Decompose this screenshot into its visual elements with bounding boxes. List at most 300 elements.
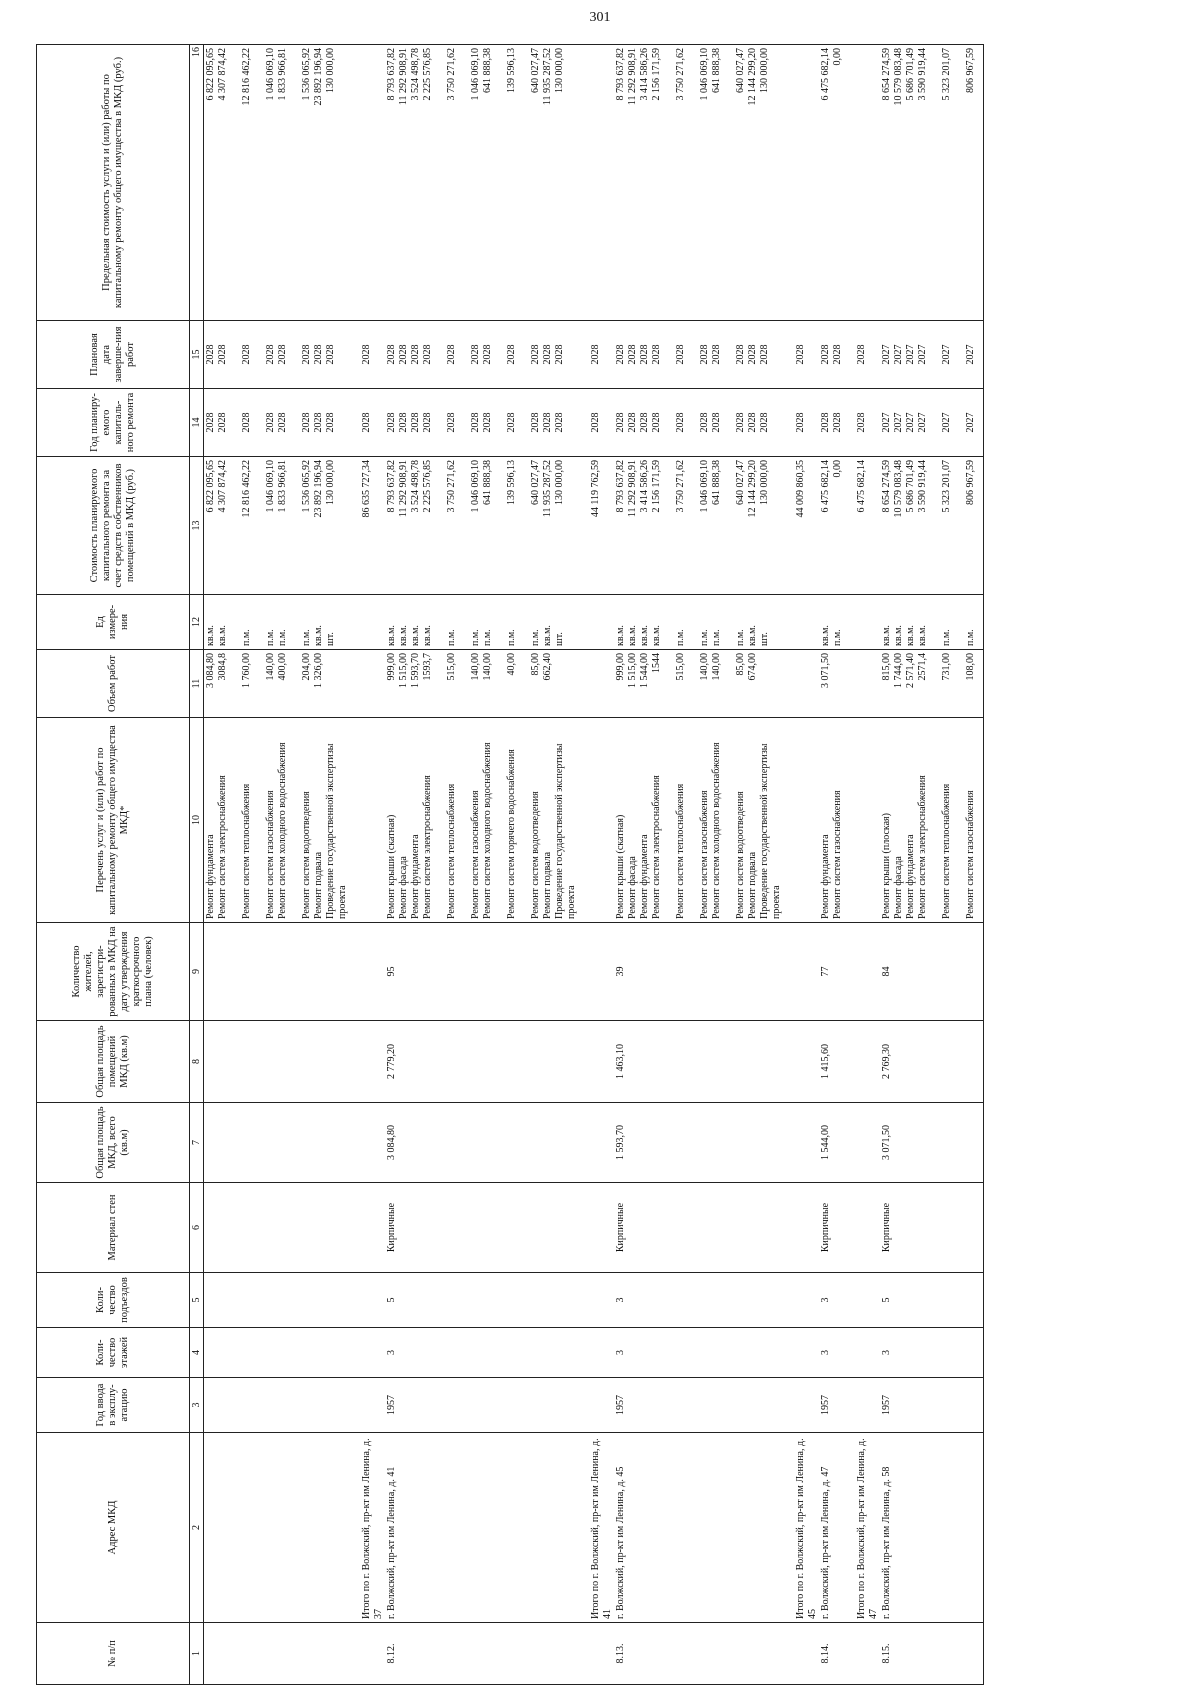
commission-year — [204, 1378, 356, 1433]
capital-repair-table — [36, 44, 984, 1685]
work-name: Ремонт фасада — [398, 856, 409, 919]
work-cost: 4 307 874,42 — [217, 460, 228, 513]
work-name: Ремонт систем теплоснабжения — [941, 783, 952, 919]
work-cost: 3 414 586,26 — [639, 460, 650, 513]
work-limit: 11 935 287,52 — [542, 48, 553, 106]
work-date: 2028 — [735, 344, 746, 365]
work-cost: 640 027,47 — [530, 460, 541, 505]
work-limit: 8 793 637,82 — [615, 48, 626, 101]
work-limit: 3 524 498,78 — [410, 48, 421, 101]
column-number: 8 — [190, 1021, 204, 1103]
total-empty — [850, 718, 880, 923]
work-date: 2028 — [747, 344, 758, 365]
work-unit: п.м. — [735, 629, 746, 646]
total-empty — [850, 1328, 880, 1378]
work-unit: шт. — [759, 632, 770, 646]
work-date: 2028 — [832, 344, 843, 365]
work-cost: 3 590 919,44 — [917, 460, 928, 513]
work-year: 2028 — [530, 412, 541, 433]
work-year: 2028 — [470, 412, 481, 433]
building-row — [819, 45, 850, 1685]
work-unit: п.м. — [265, 629, 276, 646]
work-date: 2028 — [651, 344, 662, 365]
work-limit: 641 888,38 — [482, 48, 493, 93]
entrances: 3 — [819, 1273, 850, 1328]
total-row — [789, 45, 819, 1685]
total-empty — [850, 1378, 880, 1433]
column-header: Предельная стоимость услуги и (или) работы по капитальному ремонту общего имущества в МКД (руб.) — [37, 45, 190, 321]
work-limit: 806 967,59 — [965, 48, 976, 93]
address — [204, 1433, 356, 1623]
column-number: 6 — [190, 1183, 204, 1273]
wall-material: Кирпичные — [880, 1183, 984, 1273]
total-empty — [355, 1273, 385, 1328]
floors: 3 — [880, 1328, 984, 1378]
work-limit: 640 027,47 — [735, 48, 746, 93]
work-volume: 1593,7 — [422, 653, 433, 681]
work-unit: п.м. — [241, 629, 252, 646]
column-number: 5 — [190, 1273, 204, 1328]
years — [819, 389, 850, 457]
units — [819, 595, 850, 650]
area-total: 3 071,50 — [880, 1103, 984, 1183]
work-name: Ремонт систем водоотведения — [735, 791, 746, 919]
work-limit: 8 654 274,59 — [881, 48, 892, 101]
work-name: Ремонт систем холодного водоснабжения — [277, 742, 288, 919]
dates — [385, 321, 584, 389]
limits — [204, 45, 356, 321]
work-year: 2028 — [265, 412, 276, 433]
work-unit: п.м. — [832, 629, 843, 646]
total-empty — [355, 1103, 385, 1183]
work-unit: п.м. — [301, 629, 312, 646]
column-number: 16 — [190, 45, 204, 321]
total-empty — [789, 923, 819, 1021]
row-number: 8.15. — [880, 1623, 984, 1685]
column-number: 14 — [190, 389, 204, 457]
work-unit: кв.м. — [917, 625, 928, 646]
work-cost: 130 000,00 — [325, 460, 336, 505]
work-volume: 515,00 — [675, 653, 686, 681]
work-unit: кв.м. — [386, 625, 397, 646]
area-rooms: 2 769,30 — [880, 1021, 984, 1103]
work-volume: 515,00 — [446, 653, 457, 681]
work-year: 2028 — [325, 412, 336, 433]
work-volume: 731,00 — [941, 653, 952, 681]
dates — [614, 321, 789, 389]
work-year: 2027 — [941, 412, 952, 433]
work-name: Ремонт подвала — [313, 851, 324, 919]
costs — [204, 457, 356, 595]
column-number: 11 — [190, 650, 204, 718]
work-volume: 1 326,00 — [313, 653, 324, 688]
entrances: 5 — [385, 1273, 584, 1328]
column-header: Коли-чество подъездов — [37, 1273, 190, 1328]
work-unit: шт. — [325, 632, 336, 646]
total-empty — [789, 1021, 819, 1103]
dates — [204, 321, 356, 389]
work-unit: кв.м. — [881, 625, 892, 646]
total-limit-empty — [355, 45, 385, 321]
commission-year: 1957 — [385, 1378, 584, 1433]
work-date: 2028 — [482, 344, 493, 365]
work-name: Ремонт систем водоотведения — [530, 791, 541, 919]
wall-material: Кирпичные — [819, 1183, 850, 1273]
work-name: Ремонт фундамента — [410, 834, 421, 919]
wall-material: Кирпичные — [614, 1183, 789, 1273]
area-rooms: 1 415,60 — [819, 1021, 850, 1103]
work-volume — [832, 653, 844, 714]
years — [880, 389, 984, 457]
limits — [819, 45, 850, 321]
column-number: 15 — [190, 321, 204, 389]
work-cost: 3 750 271,62 — [446, 460, 457, 513]
work-date: 2028 — [386, 344, 397, 365]
total-no — [789, 1623, 819, 1685]
work-date: 2028 — [277, 344, 288, 365]
total-empty — [355, 1328, 385, 1378]
total-empty — [584, 1273, 614, 1328]
rotated-table-container — [36, 45, 1178, 1685]
work-volume: 140,00 — [699, 653, 710, 681]
address: г. Волжский, пр-кт им Ленина, д. 58 — [880, 1433, 984, 1623]
column-header: Общая площадь помещений МКД (кв.м) — [37, 1021, 190, 1103]
total-empty — [584, 1183, 614, 1273]
work-year: 2028 — [759, 412, 770, 433]
work-name: Ремонт систем горячего водоснабжения — [506, 749, 517, 919]
total-empty — [789, 1183, 819, 1273]
work-cost: 8 793 637,82 — [615, 460, 626, 513]
work-limit: 130 000,00 — [554, 48, 565, 93]
limits — [880, 45, 984, 321]
work-name: Ремонт систем электроснабжения — [651, 775, 662, 919]
work-unit: п.м. — [941, 629, 952, 646]
work-unit: кв.м. — [893, 625, 904, 646]
work-year: 2028 — [615, 412, 626, 433]
total-empty — [584, 1328, 614, 1378]
building-row — [204, 45, 356, 1685]
commission-year: 1957 — [880, 1378, 984, 1433]
work-volume: 1 544,00 — [639, 653, 650, 688]
work-name: Ремонт фундамента — [905, 834, 916, 919]
work-year: 2028 — [205, 412, 216, 433]
column-header: Объем работ — [37, 650, 190, 718]
work-year: 2028 — [277, 412, 288, 433]
work-limit: 10 579 083,48 — [893, 48, 904, 106]
total-empty — [584, 1378, 614, 1433]
column-header: Стоимость планируемого капитального ремонта за счет средств собственников помещений в МКД (руб.) — [37, 457, 190, 595]
column-number: 3 — [190, 1378, 204, 1433]
work-name: Ремонт крыши (плоская) — [881, 813, 892, 919]
total-empty — [789, 1273, 819, 1328]
years — [204, 389, 356, 457]
work-date: 2028 — [530, 344, 541, 365]
wall-material: Кирпичные — [385, 1183, 584, 1273]
work-volume: 400,00 — [277, 653, 288, 681]
work-cost: 1 046 069,10 — [699, 460, 710, 513]
work-volume — [759, 653, 783, 714]
work-year: 2028 — [241, 412, 252, 433]
work-name: Ремонт фасада — [893, 856, 904, 919]
total-date: 2028 — [584, 321, 614, 389]
work-cost: 1 046 069,10 — [265, 460, 276, 513]
volumes — [614, 650, 789, 718]
work-limit: 130 000,00 — [325, 48, 336, 93]
area-rooms: 2 779,20 — [385, 1021, 584, 1103]
building-row — [614, 45, 789, 1685]
work-name: Ремонт систем газоснабжения — [265, 790, 276, 919]
row-number: 8.12. — [385, 1623, 584, 1685]
work-cost: 806 967,59 — [965, 460, 976, 505]
work-date: 2028 — [675, 344, 686, 365]
entrances — [204, 1273, 356, 1328]
total-row — [850, 45, 880, 1685]
floors: 3 — [819, 1328, 850, 1378]
work-limit: 2 225 576,85 — [422, 48, 433, 101]
work-year: 2028 — [217, 412, 228, 433]
work-date: 2028 — [446, 344, 457, 365]
work-date: 2027 — [893, 344, 904, 365]
work-volume: 3 084,80 — [205, 653, 216, 688]
work-volume: 140,00 — [265, 653, 276, 681]
work-volume: 3 071,50 — [820, 653, 831, 688]
work-date: 2028 — [820, 344, 831, 365]
work-date: 2027 — [917, 344, 928, 365]
work-limit: 1 536 065,92 — [301, 48, 312, 101]
total-date: 2028 — [355, 321, 385, 389]
work-cost: 0,00 — [832, 460, 843, 478]
dates — [819, 321, 850, 389]
work-unit: п.м. — [506, 629, 517, 646]
works-list — [385, 718, 584, 923]
work-name: Ремонт систем электроснабжения — [422, 775, 433, 919]
work-name: Ремонт систем газоснабжения — [832, 790, 843, 919]
work-limit: 1 046 069,10 — [699, 48, 710, 101]
work-year: 2027 — [965, 412, 976, 433]
work-name: Ремонт систем газоснабжения — [470, 790, 481, 919]
area-total: 1 593,70 — [614, 1103, 789, 1183]
work-date: 2028 — [422, 344, 433, 365]
work-name: Ремонт крыши (скатная) — [615, 814, 626, 919]
column-number: 1 — [190, 1623, 204, 1685]
work-volume: 1 515,00 — [398, 653, 409, 688]
work-limit: 4 307 874,42 — [217, 48, 228, 101]
work-unit: кв.м. — [542, 625, 553, 646]
work-cost: 11 292 908,91 — [398, 460, 409, 518]
work-name: Ремонт систем газоснабжения — [699, 790, 710, 919]
work-date: 2028 — [627, 344, 638, 365]
work-limit: 2 156 171,59 — [651, 48, 662, 101]
floors — [204, 1328, 356, 1378]
work-unit: п.м. — [530, 629, 541, 646]
column-header: Год планиру-емого капиталь-ного ремонта — [37, 389, 190, 457]
total-empty — [850, 1273, 880, 1328]
residents — [204, 923, 356, 1021]
work-volume: 1544 — [651, 653, 662, 673]
work-name: Ремонт фасада — [627, 856, 638, 919]
work-year: 2028 — [506, 412, 517, 433]
work-year: 2028 — [699, 412, 710, 433]
work-unit: кв.м. — [639, 625, 650, 646]
work-cost: 130 000,00 — [554, 460, 565, 505]
work-cost: 11 935 287,52 — [542, 460, 553, 518]
column-header: Количество жителей, зарегистри-рованных в МКД на дату утверждения краткосрочного плана (человек) — [37, 923, 190, 1021]
work-limit: 3 750 271,62 — [675, 48, 686, 101]
work-year: 2028 — [398, 412, 409, 433]
total-empty — [850, 1103, 880, 1183]
address: г. Волжский, пр-кт им Ленина, д. 41 — [385, 1433, 584, 1623]
total-empty — [584, 718, 614, 923]
dates — [880, 321, 984, 389]
work-year: 2027 — [905, 412, 916, 433]
work-unit: п.м. — [470, 629, 481, 646]
work-year: 2028 — [711, 412, 722, 433]
work-name: Ремонт систем водоотведения — [301, 791, 312, 919]
total-label: Итого по г. Волжский, пр-кт им Ленина, д. 37 — [355, 1433, 385, 1623]
work-date: 2028 — [410, 344, 421, 365]
building-row — [880, 45, 984, 1685]
work-unit: п.м. — [699, 629, 710, 646]
area-rooms: 1 463,10 — [614, 1021, 789, 1103]
work-date: 2027 — [881, 344, 892, 365]
total-label: Итого по г. Волжский, пр-кт им Ленина, д. 41 — [584, 1433, 614, 1623]
work-date: 2028 — [506, 344, 517, 365]
total-empty — [584, 595, 614, 650]
work-cost: 1 833 966,81 — [277, 460, 288, 513]
work-limit: 6 475 682,14 — [820, 48, 831, 101]
works-list — [819, 718, 850, 923]
column-header: Материал стен — [37, 1183, 190, 1273]
work-limit: 5 323 201,07 — [941, 48, 952, 101]
work-volume: 140,00 — [711, 653, 722, 681]
work-volume: 999,00 — [386, 653, 397, 681]
row-number: 8.14. — [819, 1623, 850, 1685]
work-volume: 1 515,00 — [627, 653, 638, 688]
total-empty — [850, 923, 880, 1021]
work-unit: кв.м. — [217, 625, 228, 646]
work-name: Ремонт систем электроснабжения — [917, 775, 928, 919]
column-number: 7 — [190, 1103, 204, 1183]
total-date: 2028 — [850, 321, 880, 389]
area-total: 3 084,80 — [385, 1103, 584, 1183]
column-number: 13 — [190, 457, 204, 595]
work-unit: кв.м. — [615, 625, 626, 646]
total-date: 2028 — [789, 321, 819, 389]
total-cost: 44 009 860,35 — [789, 457, 819, 595]
column-number: 12 — [190, 595, 204, 650]
total-empty — [355, 718, 385, 923]
residents: 39 — [614, 923, 789, 1021]
work-date: 2028 — [711, 344, 722, 365]
work-volume: 2571,4 — [917, 653, 928, 681]
work-name: Проведение государственной экспертизы проекта — [325, 743, 348, 919]
work-unit: п.м. — [675, 629, 686, 646]
column-number: 2 — [190, 1433, 204, 1623]
work-volume — [325, 653, 349, 714]
work-date: 2028 — [615, 344, 626, 365]
work-unit: п.м. — [711, 629, 722, 646]
work-name: Проведение государственной экспертизы проекта — [759, 743, 782, 919]
work-limit: 11 292 908,91 — [398, 48, 409, 106]
work-year: 2028 — [675, 412, 686, 433]
total-year: 2028 — [789, 389, 819, 457]
total-row — [355, 45, 385, 1685]
work-volume: 674,00 — [747, 653, 758, 681]
work-date: 2028 — [301, 344, 312, 365]
work-unit: кв.м. — [627, 625, 638, 646]
work-cost: 640 027,47 — [735, 460, 746, 505]
work-cost: 2 225 576,85 — [422, 460, 433, 513]
work-year: 2028 — [446, 412, 457, 433]
work-volume: 999,00 — [615, 653, 626, 681]
work-limit: 3 590 919,44 — [917, 48, 928, 101]
volumes — [204, 650, 356, 718]
units — [204, 595, 356, 650]
work-date: 2028 — [639, 344, 650, 365]
commission-year: 1957 — [614, 1378, 789, 1433]
work-cost: 6 822 095,65 — [205, 460, 216, 513]
total-empty — [355, 1183, 385, 1273]
work-volume: 2 571,40 — [905, 653, 916, 688]
work-limit: 11 292 908,91 — [627, 48, 638, 106]
units — [880, 595, 984, 650]
page-number: 301 — [589, 10, 611, 25]
work-year: 2028 — [820, 412, 831, 433]
work-year: 2028 — [542, 412, 553, 433]
work-cost: 11 292 908,91 — [627, 460, 638, 518]
table-body — [204, 45, 984, 1685]
total-limit-empty — [850, 45, 880, 321]
work-name: Ремонт систем теплоснабжения — [446, 783, 457, 919]
work-unit: п.м. — [482, 629, 493, 646]
work-year: 2028 — [627, 412, 638, 433]
column-header: № п/п — [37, 1623, 190, 1685]
work-cost: 2 156 171,59 — [651, 460, 662, 513]
work-year: 2028 — [301, 412, 312, 433]
area-total — [204, 1103, 356, 1183]
total-empty — [850, 650, 880, 718]
work-name: Ремонт систем холодного водоснабжения — [711, 742, 722, 919]
total-cost: 44 119 762,59 — [584, 457, 614, 595]
column-number: 4 — [190, 1328, 204, 1378]
area-total: 1 544,00 — [819, 1103, 850, 1183]
work-unit: кв.м. — [422, 625, 433, 646]
total-empty — [789, 718, 819, 923]
total-no — [850, 1623, 880, 1685]
work-year: 2028 — [735, 412, 746, 433]
work-unit: шт. — [554, 632, 565, 646]
work-date: 2028 — [205, 344, 216, 365]
total-year: 2028 — [850, 389, 880, 457]
total-label: Итого по г. Волжский, пр-кт им Ленина, д. 45 — [789, 1433, 819, 1623]
work-year: 2028 — [747, 412, 758, 433]
work-limit: 12 816 462,22 — [241, 48, 252, 106]
work-volume: 40,00 — [506, 653, 517, 676]
work-date: 2028 — [759, 344, 770, 365]
table-header — [37, 45, 204, 1685]
years — [385, 389, 584, 457]
works-list — [880, 718, 984, 923]
work-cost: 5 323 201,07 — [941, 460, 952, 513]
work-limit: 1 833 966,81 — [277, 48, 288, 101]
costs — [614, 457, 789, 595]
wall-material — [204, 1183, 356, 1273]
work-unit: кв.м. — [905, 625, 916, 646]
residents: 77 — [819, 923, 850, 1021]
entrances: 5 — [880, 1273, 984, 1328]
work-name: Ремонт подвала — [747, 851, 758, 919]
total-year: 2028 — [355, 389, 385, 457]
